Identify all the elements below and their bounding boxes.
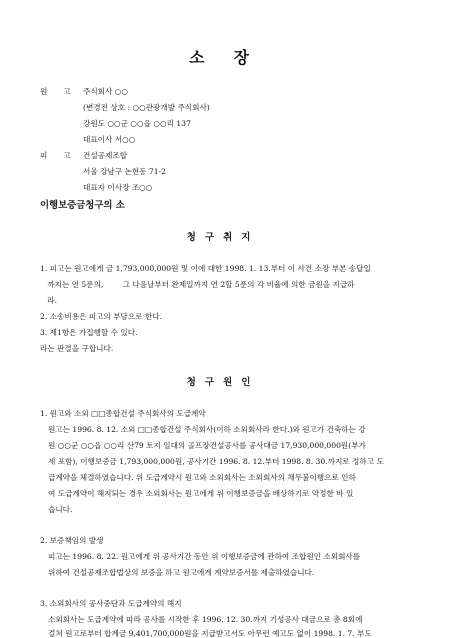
cause-section-line: 원 ○○군 ○○읍 ○○리 산79 토지 일대의 골프장건설공사를 공사대금 17,930,000,000원(부가: [48, 441, 366, 450]
title-char-1: 소: [189, 48, 207, 67]
cause-section-line: 걸쳐 원고로부터 합계금 9,401,700,000원을 지급받고서도 아무런 예고도 없이 1998. 1. 7. 부도: [48, 629, 372, 638]
cause-section-line: 소외회사는 도급계약에 따라 공사를 시작한 후 1996. 12. 30.까지 기성공사 대금으로 총 8회에: [48, 615, 363, 624]
cause-section-line: 위하여 건설공제조합법상의 보증을 하고 원고에게 계약보증서를 제출하였습니다.: [48, 568, 315, 577]
claim-purpose-line: 라.: [40, 296, 57, 305]
plaintiff-label: [40, 87, 71, 96]
cause-section-line: 여 도급계약이 해지되는 경우 소외회사는 원고에게 위 이행보증금을 배상하기로 약정한 바 있: [48, 489, 354, 498]
defendant-address: 서울 강남구 논현동 71-2: [83, 167, 166, 176]
cause-section-line: 급계약을 체결하였습니다. 위 도급계약시 원고와 소외회사는 소외회사의 채무불이행으로 인하: [48, 473, 356, 482]
cause-section-title: 3. 소외회사의 공사중단과 도급계약의 해지: [40, 599, 182, 608]
plaintiff-label-1: 원: [40, 87, 48, 96]
plaintiff-address: 강원도 ○○군 ○○읍 ○○리 137: [83, 119, 191, 128]
cause-section-title: 1. 원고와 소외 □□종합건설 주식회사의 도급계약: [40, 409, 206, 418]
defendant-name: 건설공제조합: [83, 151, 128, 160]
plaintiff-representative: 대표이사 서○○: [83, 135, 136, 144]
cause-section-line: 습니다.: [48, 505, 73, 514]
document-title: [0, 48, 440, 67]
case-name: 이행보증금청구의 소: [40, 200, 125, 211]
cause-section-line: 원고는 1996. 8. 12. 소외 □□종합건설 주식회사(이하 소외회사라 한다.)와 원고가 건축하는 강: [48, 425, 366, 434]
defendant-label-1: 피: [40, 151, 48, 160]
plaintiff-label-2: 고: [63, 87, 71, 96]
claim-cause-heading: 청 구 원 인: [186, 377, 254, 388]
cause-section-title: 2. 보증책임의 발생: [40, 536, 104, 545]
claim-purpose-line: 1. 피고는 원고에게 금 1,793,000,000원 및 이에 대한 1998. 1. 13.부터 이 사건 소장 부본 송달일: [40, 264, 371, 273]
claim-purpose-line: 까지는 연 5푼의, 그 다음날부터 완제일까지 연 2할 5푼의 각 비율에 의한 금원을 지급하: [40, 280, 355, 289]
defendant-label-2: 고: [63, 151, 71, 160]
title-char-2: 장: [233, 48, 251, 67]
plaintiff-former-name: (변경전 상호 : ○○관광개발 주식회사): [83, 103, 210, 112]
defendant-representative: 대표자 이사장 조○○: [83, 183, 153, 192]
plaintiff-name: 주식회사 ○○: [83, 87, 129, 96]
claim-purpose-line: 3. 제1항은 가집행할 수 있다.: [40, 328, 138, 337]
claim-purpose-heading: 청 구 취 지: [186, 232, 254, 243]
claim-purpose-line: 2. 소송비용은 피고의 부담으로 한다.: [40, 312, 163, 321]
defendant-label: [40, 151, 71, 160]
cause-section-line: 피고는 1996. 8. 22. 원고에게 위 공사기간 동안 위 이행보증금에 관하여 조합원인 소외회사를: [48, 552, 361, 561]
cause-section-line: 세 포함), 이행보증금 1,793,000,000원, 공사기간 1996. 8. 12.부터 1998. 8. 30.까지로 정하고 도: [48, 457, 384, 466]
claim-purpose-line: 라는 판결을 구합니다.: [40, 344, 114, 353]
